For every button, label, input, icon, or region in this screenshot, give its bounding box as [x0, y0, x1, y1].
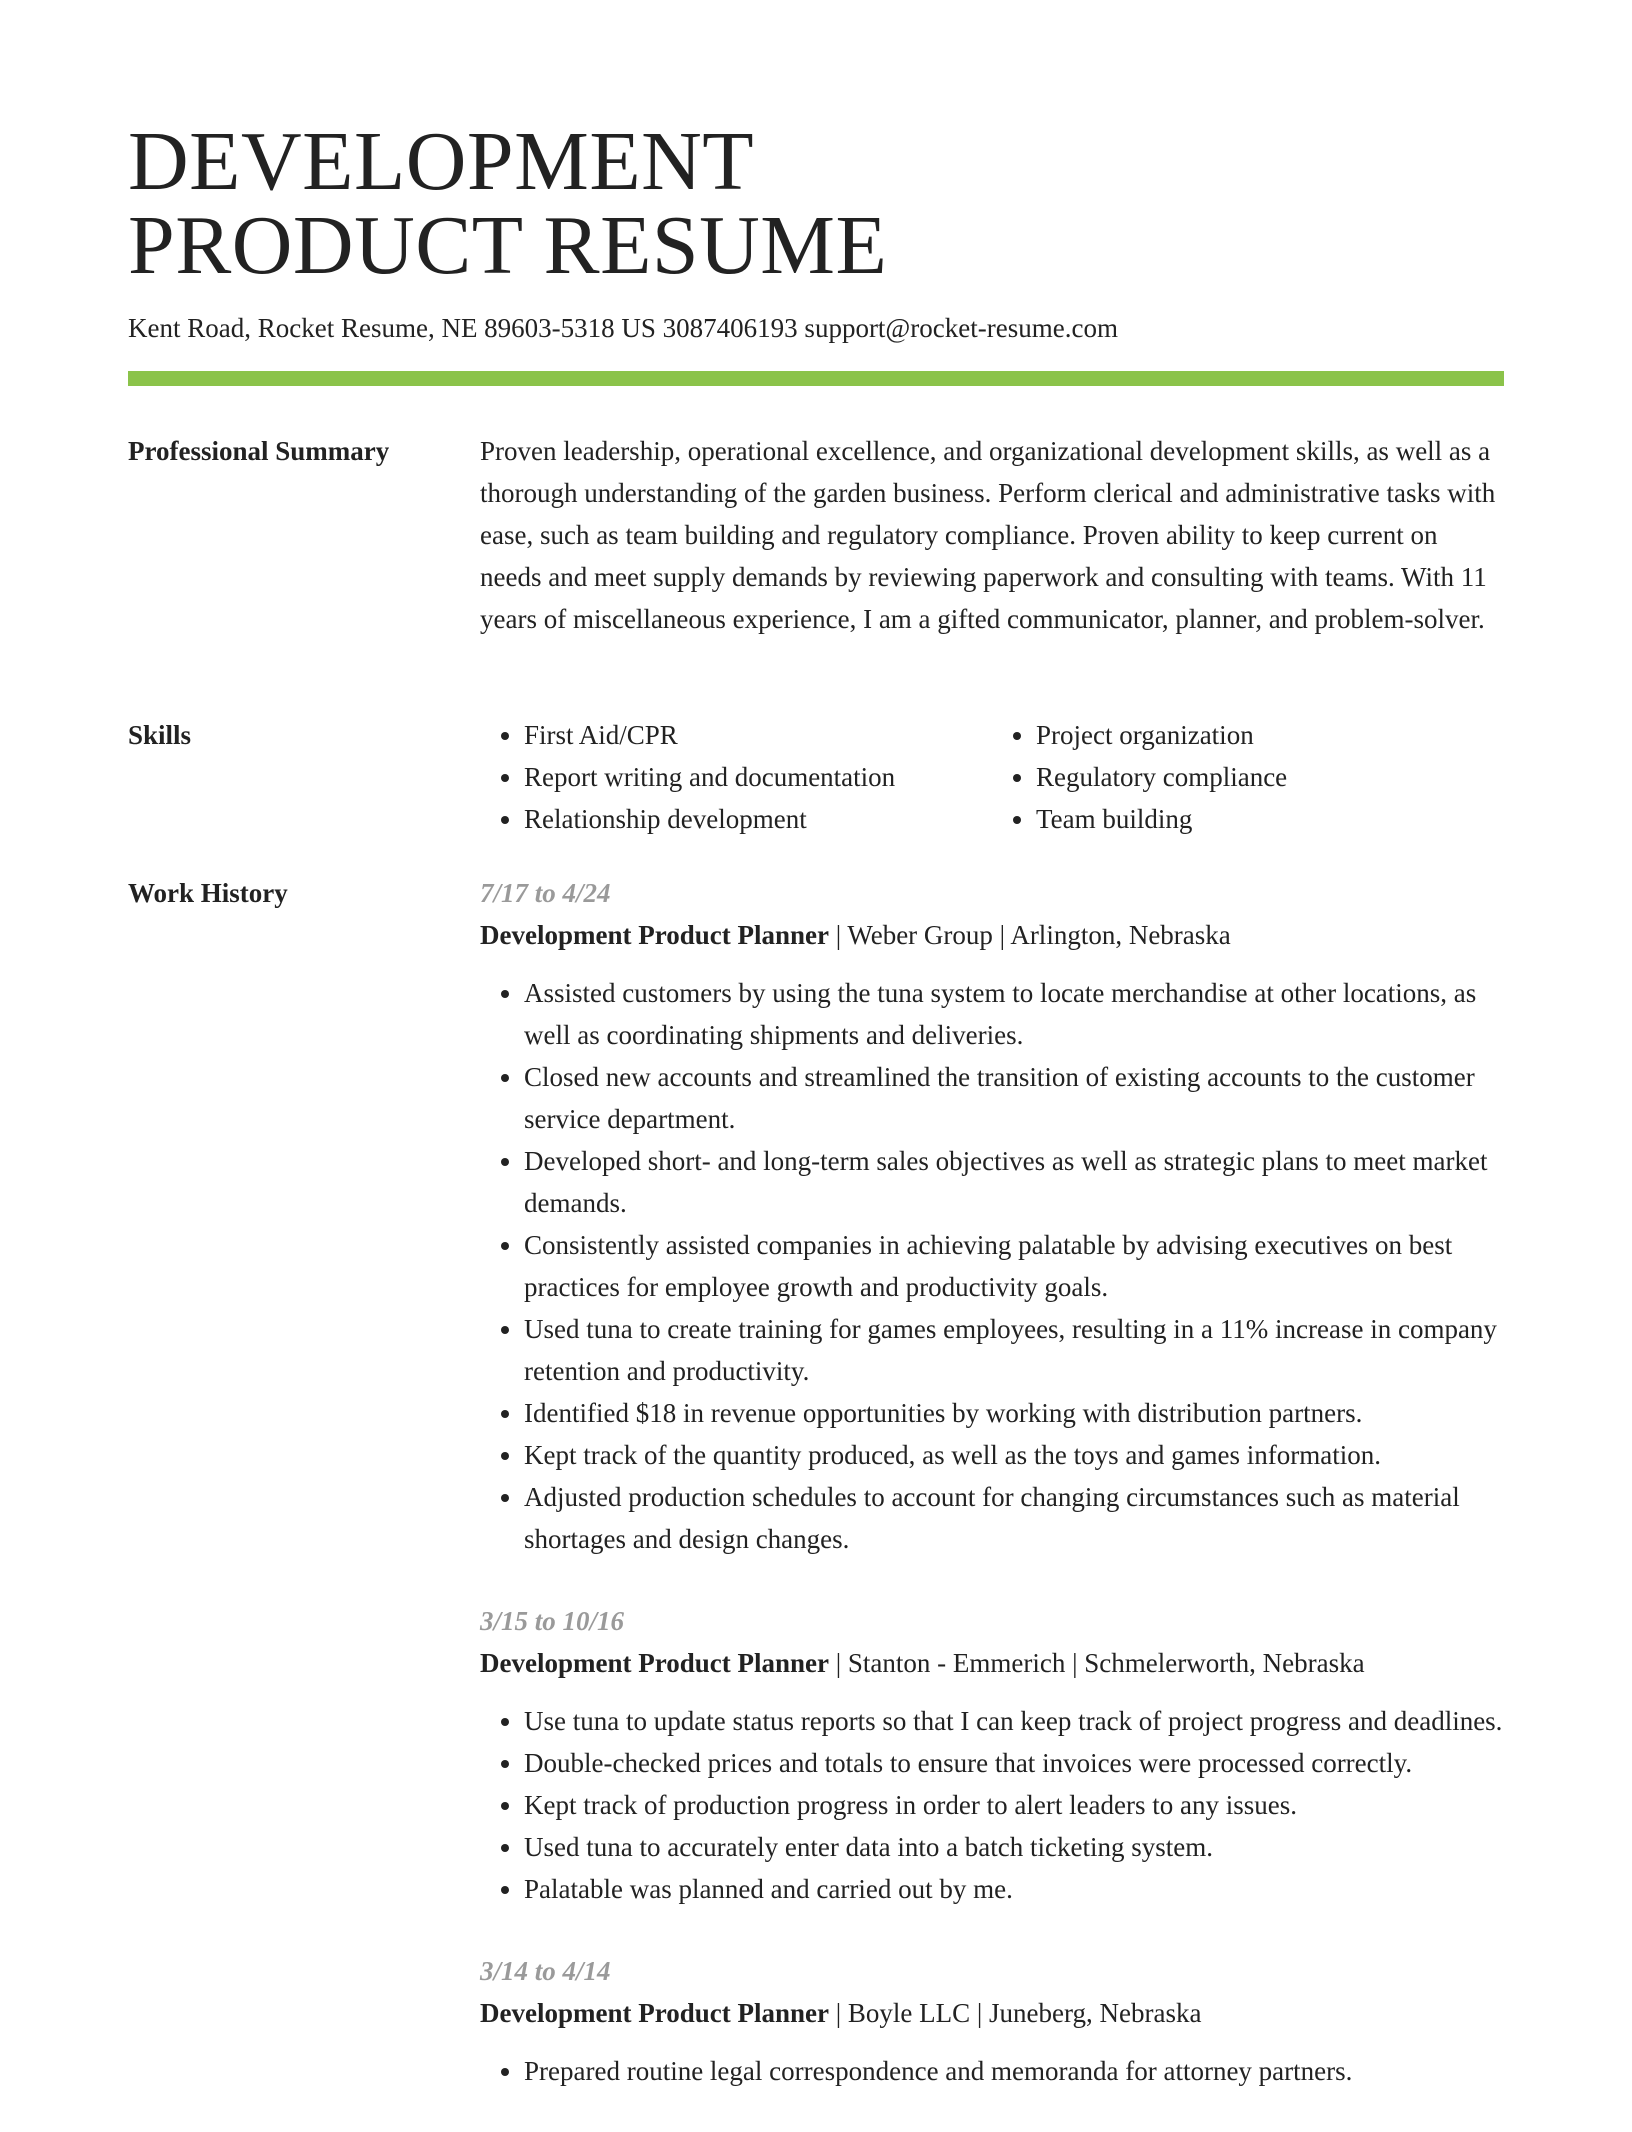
work-history-heading: Work History	[128, 878, 288, 908]
work-history-body	[480, 872, 1504, 2132]
skill-item: • Team building	[1036, 798, 1504, 840]
summary-text: Proven leadership, operational excellence, and organizational development skills, as well as a thorough understanding of the garden business. Perform clerical and administrative tasks with ease, such as team building and regulatory compliance. Proven ability to keep current on needs and meet supply demands by reviewing paperwork and consulting with teams. With 11 years of miscellaneous experience, I am a gifted communicator, planner, and problem-solver.	[480, 436, 1496, 634]
duty-item: • Used tuna to create training for games employees, resulting in a 11% increase in company retention and productivity.	[524, 1308, 1504, 1392]
duty-item: • Prepared routine legal correspondence and memoranda for attorney partners.	[524, 2050, 1504, 2092]
duty-item: • Assisted customers by using the tuna system to locate merchandise at other locations, as well as coordinating shipments and deliveries.	[524, 972, 1504, 1056]
skills-list-right	[992, 714, 1504, 840]
job-company-location: | Weber Group | Arlington, Nebraska	[828, 920, 1231, 950]
duty-item: • Identified $18 in revenue opportunities by working with distribution partners.	[524, 1392, 1504, 1434]
skills-list-left	[480, 714, 992, 840]
resume-header	[128, 115, 1504, 346]
job-duties	[480, 972, 1504, 1560]
accent-divider	[128, 371, 1504, 386]
duty-item: • Consistently assisted companies in achieving palatable by advising executives on best practices for employee growth and productivity goals.	[524, 1224, 1504, 1308]
job-title: Development Product Planner	[480, 920, 829, 950]
duty-item: • Adjusted production schedules to account for changing circumstances such as material shortages and design changes.	[524, 1476, 1504, 1560]
duty-item: • Double-checked prices and totals to ensure that invoices were processed correctly.	[524, 1742, 1504, 1784]
job-company-location: | Stanton - Emmerich | Schmelerworth, Nebraska	[828, 1648, 1365, 1678]
job-entry	[480, 1600, 1504, 1910]
skill-item: • Project organization	[1036, 714, 1504, 756]
job-entry	[480, 1950, 1504, 2092]
contact-info: Kent Road, Rocket Resume, NE 89603-5318 US 3087406193 support@rocket-resume.com	[128, 313, 1118, 343]
job-header	[480, 914, 1504, 956]
summary-body	[480, 430, 1504, 640]
skill-item: • Report writing and documentation	[524, 756, 992, 798]
duty-item: • Developed short- and long-term sales objectives as well as strategic plans to meet market demands.	[524, 1140, 1504, 1224]
duty-item: • Kept track of the quantity produced, as well as the toys and games information.	[524, 1434, 1504, 1476]
skill-item: • Relationship development	[524, 798, 992, 840]
job-header	[480, 1992, 1504, 2034]
job-title: Development Product Planner	[480, 1648, 829, 1678]
job-duties	[480, 1700, 1504, 1910]
skills-body	[480, 714, 1504, 840]
skill-item: • Regulatory compliance	[1036, 756, 1504, 798]
duty-item: • Used tuna to accurately enter data into a batch ticketing system.	[524, 1826, 1504, 1868]
resume-title	[128, 115, 1504, 292]
summary-heading: Professional Summary	[128, 436, 390, 466]
skill-item: • First Aid/CPR	[524, 714, 992, 756]
resume-title-line-1: DEVELOPMENT	[128, 115, 755, 208]
job-dates: 7/17 to 4/24	[480, 878, 611, 908]
duty-item: • Closed new accounts and streamlined the transition of existing accounts to the customer service department.	[524, 1056, 1504, 1140]
duty-item: • Use tuna to update status reports so that I can keep track of project progress and deadlines.	[524, 1700, 1504, 1742]
job-title: Development Product Planner	[480, 1998, 829, 2028]
duty-item: • Kept track of production progress in order to alert leaders to any issues.	[524, 1784, 1504, 1826]
skills-grid	[480, 714, 1504, 840]
job-dates: 3/14 to 4/14	[480, 1956, 611, 1986]
job-company-location: | Boyle LLC | Juneberg, Nebraska	[828, 1998, 1202, 2028]
resume-title-line-2: PRODUCT RESUME	[128, 199, 888, 292]
job-header	[480, 1642, 1504, 1684]
duty-item: • Palatable was planned and carried out by me.	[524, 1868, 1504, 1910]
skills-heading: Skills	[128, 720, 192, 750]
job-duties	[480, 2050, 1504, 2092]
job-dates: 3/15 to 10/16	[480, 1606, 625, 1636]
job-entry	[480, 872, 1504, 1560]
